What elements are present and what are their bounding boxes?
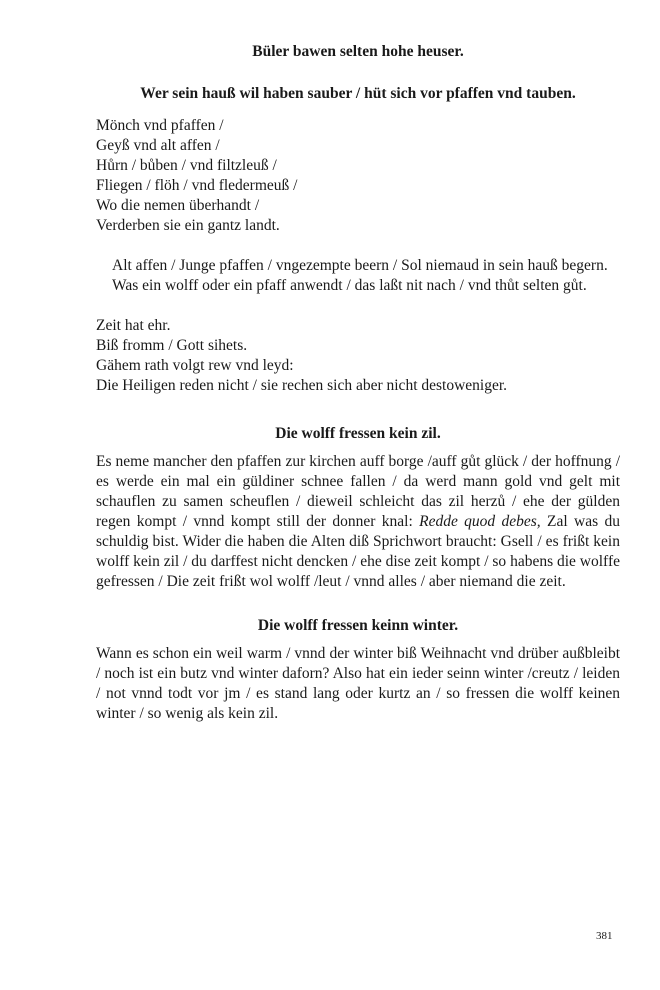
proverb-paragraph: Alt affen / Junge pfaffen / vngezempte beern / Sol niemaud in sein hauß begern. [112, 257, 608, 274]
heading-title-2: Wer sein hauß wil haben sauber / hüt sich vor pfaffen vnd tauben. [140, 85, 576, 102]
section-heading-winter: Die wolff fressen keinn winter. [257, 617, 459, 634]
verse-line: Hůrn / bůben / vnd filtzleuß / [96, 157, 277, 174]
section-text-zil [96, 452, 620, 592]
verse-line: Verderben sie ein gantz landt. [96, 217, 280, 234]
section-heading-zil: Die wolff fressen kein zil. [275, 425, 441, 442]
spacer [96, 296, 620, 316]
saying-line: Gähem rath volgt rew vnd leyd: [96, 357, 294, 374]
verse-line: Wo die nemen überhandt / [96, 197, 260, 214]
text-run: Zal was du schuldig bist. Wider die haben die Alten diß Sprichwort braucht: Gsell / es frißt kein wolff kein zil / du darffest nicht dencken / ehe dise zeit kompt / so habens die wolffe gefressen / Die zeit frißt wol wolff /leut / vnnd alles / aber niemand die zeit. [96, 513, 620, 590]
text-run: Es neme mancher den pfaffen zur kirchen auff borge /auff gůt glück / der hoffnung / es werde ein mal ein güldiner schnee fallen / da werd mann gold vnd gelt mit schauflen zu samen scheuflen / dieweil schleicht das zil herzů / ehe der gülden regen kompt / vnnd kompt still der donner knal: [96, 453, 620, 530]
saying-line: Zeit hat ehr. [96, 317, 171, 334]
verse-line: Fliegen / flöh / vnd fledermeuß / [96, 177, 298, 194]
verse-line: Mönch vnd pfaffen / [96, 117, 224, 134]
heading-title-1: Büler bawen selten hohe heuser. [252, 43, 464, 60]
page-number: 381 [596, 930, 613, 942]
verse-block [96, 116, 620, 236]
saying-line: Biß fromm / Gott sihets. [96, 337, 248, 354]
saying-line: Die Heiligen reden nicht / sie rechen sich aber nicht destoweniger. [96, 377, 508, 394]
latin-phrase: Redde quod debes, [419, 513, 541, 530]
spacer [96, 236, 620, 256]
page-content [96, 38, 620, 724]
section-text-winter: Wann es schon ein weil warm / vnnd der winter biß Weihnacht vnd drüber außbleibt / noch ist ein butz vnd winter daforn? Also hat ein ieder seinn winter /creutz / leiden / not vnnd todt vor jm / es stand lang oder kurtz an / so fressen die wolff keinen winter / so wenig als kein zil. [96, 645, 620, 722]
verse-line: Geyß vnd alt affen / [96, 137, 220, 154]
sayings-block [96, 316, 620, 396]
proverb-paragraph: Was ein wolff oder ein pfaff anwendt / das laßt nit nach / vnd thůt selten gůt. [112, 277, 587, 294]
